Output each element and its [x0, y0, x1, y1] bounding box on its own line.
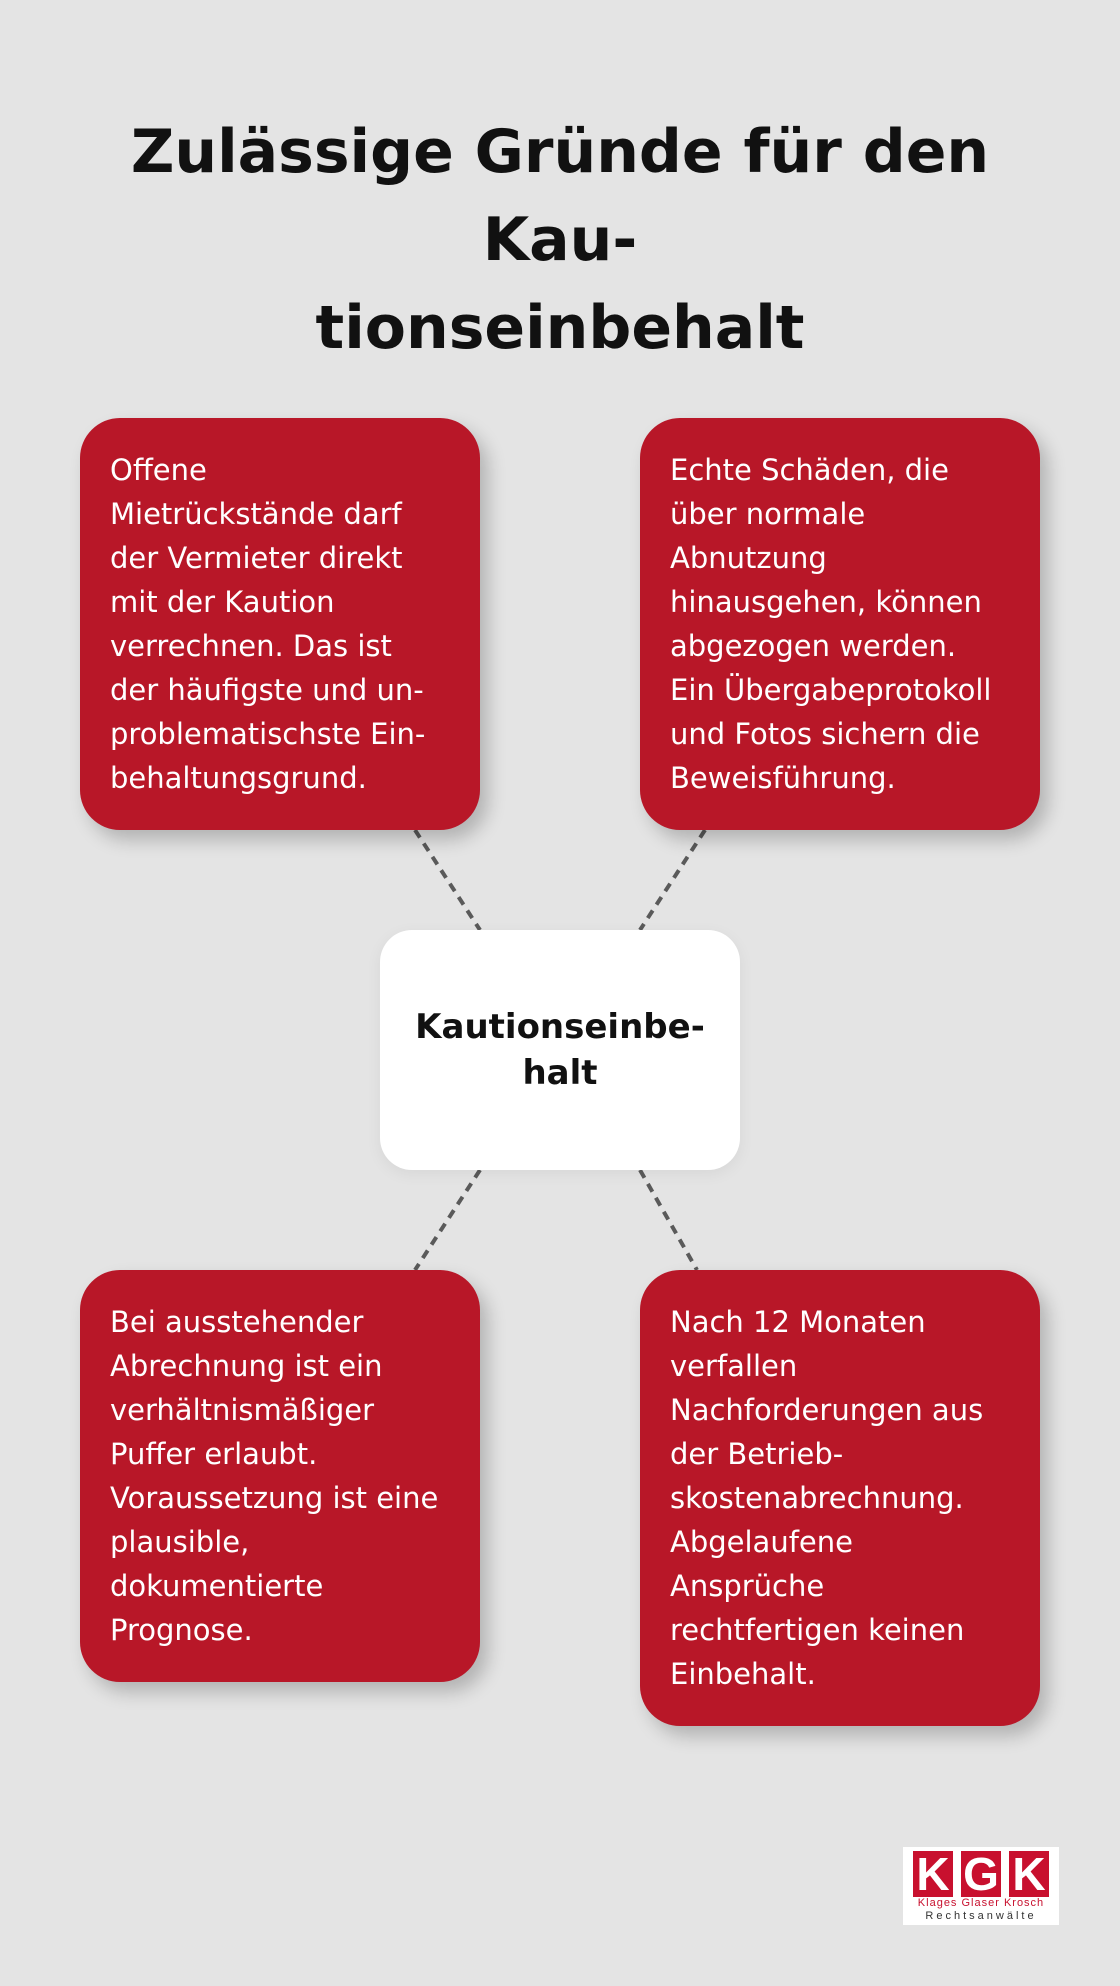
- card-line: der Betrieb-: [670, 1437, 844, 1471]
- card-line: über normale: [670, 497, 866, 531]
- kgk-logo: [903, 1847, 1059, 1925]
- logo-letter: G: [961, 1851, 1001, 1897]
- connector-top-right: [640, 830, 705, 930]
- card-line: Abrechnung ist ein: [110, 1349, 383, 1383]
- center-line: halt: [522, 1053, 598, 1093]
- card-line: Abgelaufene: [670, 1525, 853, 1559]
- card-line: Ein Übergabeprotokoll: [670, 673, 992, 707]
- card-line: mit der Kaution: [110, 585, 335, 619]
- card-line: Offene: [110, 453, 207, 487]
- card-line: behaltungsgrund.: [110, 761, 367, 795]
- card-line: Einbehalt.: [670, 1657, 816, 1691]
- title-line: tionseinbehalt: [315, 293, 805, 363]
- card-abrechnungspuffer: [80, 1270, 480, 1682]
- connector-bottom-right: [640, 1170, 697, 1270]
- card-line: Mietrückstände darf: [110, 497, 402, 531]
- card-line: Bei ausstehender: [110, 1305, 364, 1339]
- card-line: Echte Schäden, die: [670, 453, 949, 487]
- card-schaeden: [640, 418, 1040, 830]
- card-line: hinausgehen, können: [670, 585, 982, 619]
- center-node: [380, 930, 740, 1170]
- card-line: der häufigste und un-: [110, 673, 424, 707]
- card-line: problematischste Ein-: [110, 717, 426, 751]
- logo-names: Klages Glaser Krosch: [917, 1897, 1045, 1909]
- card-line: verfallen: [670, 1349, 798, 1383]
- card-line: und Fotos sichern die: [670, 717, 980, 751]
- card-line: plausible,: [110, 1525, 250, 1559]
- title-line: Zulässige Gründe für den Kau-: [130, 117, 990, 275]
- card-line: skostenabrechnung.: [670, 1481, 964, 1515]
- card-line: abgezogen werden.: [670, 629, 957, 663]
- logo-subtitle: Rechtsanwälte: [925, 1910, 1037, 1922]
- card-line: Voraussetzung ist eine: [110, 1481, 439, 1515]
- card-line: Nachforderungen aus: [670, 1393, 984, 1427]
- connector-top-left: [415, 830, 480, 930]
- card-line: Beweisführung.: [670, 761, 896, 795]
- card-line: Abnutzung: [670, 541, 827, 575]
- logo-letter: K: [1009, 1851, 1049, 1897]
- card-line: dokumentierte: [110, 1569, 324, 1603]
- card-verjaehrung: [640, 1270, 1040, 1726]
- card-line: rechtfertigen keinen: [670, 1613, 965, 1647]
- card-line: verrechnen. Das ist: [110, 629, 392, 663]
- card-line: Ansprüche: [670, 1569, 825, 1603]
- card-line: Prognose.: [110, 1613, 253, 1647]
- card-line: der Vermieter direkt: [110, 541, 403, 575]
- logo-letters: [903, 1848, 1059, 1900]
- card-line: Nach 12 Monaten: [670, 1305, 926, 1339]
- connector-bottom-left: [415, 1170, 480, 1270]
- card-mietrueckstaende: [80, 418, 480, 830]
- card-line: Puffer erlaubt.: [110, 1437, 318, 1471]
- card-line: verhältnismäßiger: [110, 1393, 375, 1427]
- logo-letter: K: [913, 1851, 953, 1897]
- center-line: Kautionseinbe-: [415, 1007, 705, 1047]
